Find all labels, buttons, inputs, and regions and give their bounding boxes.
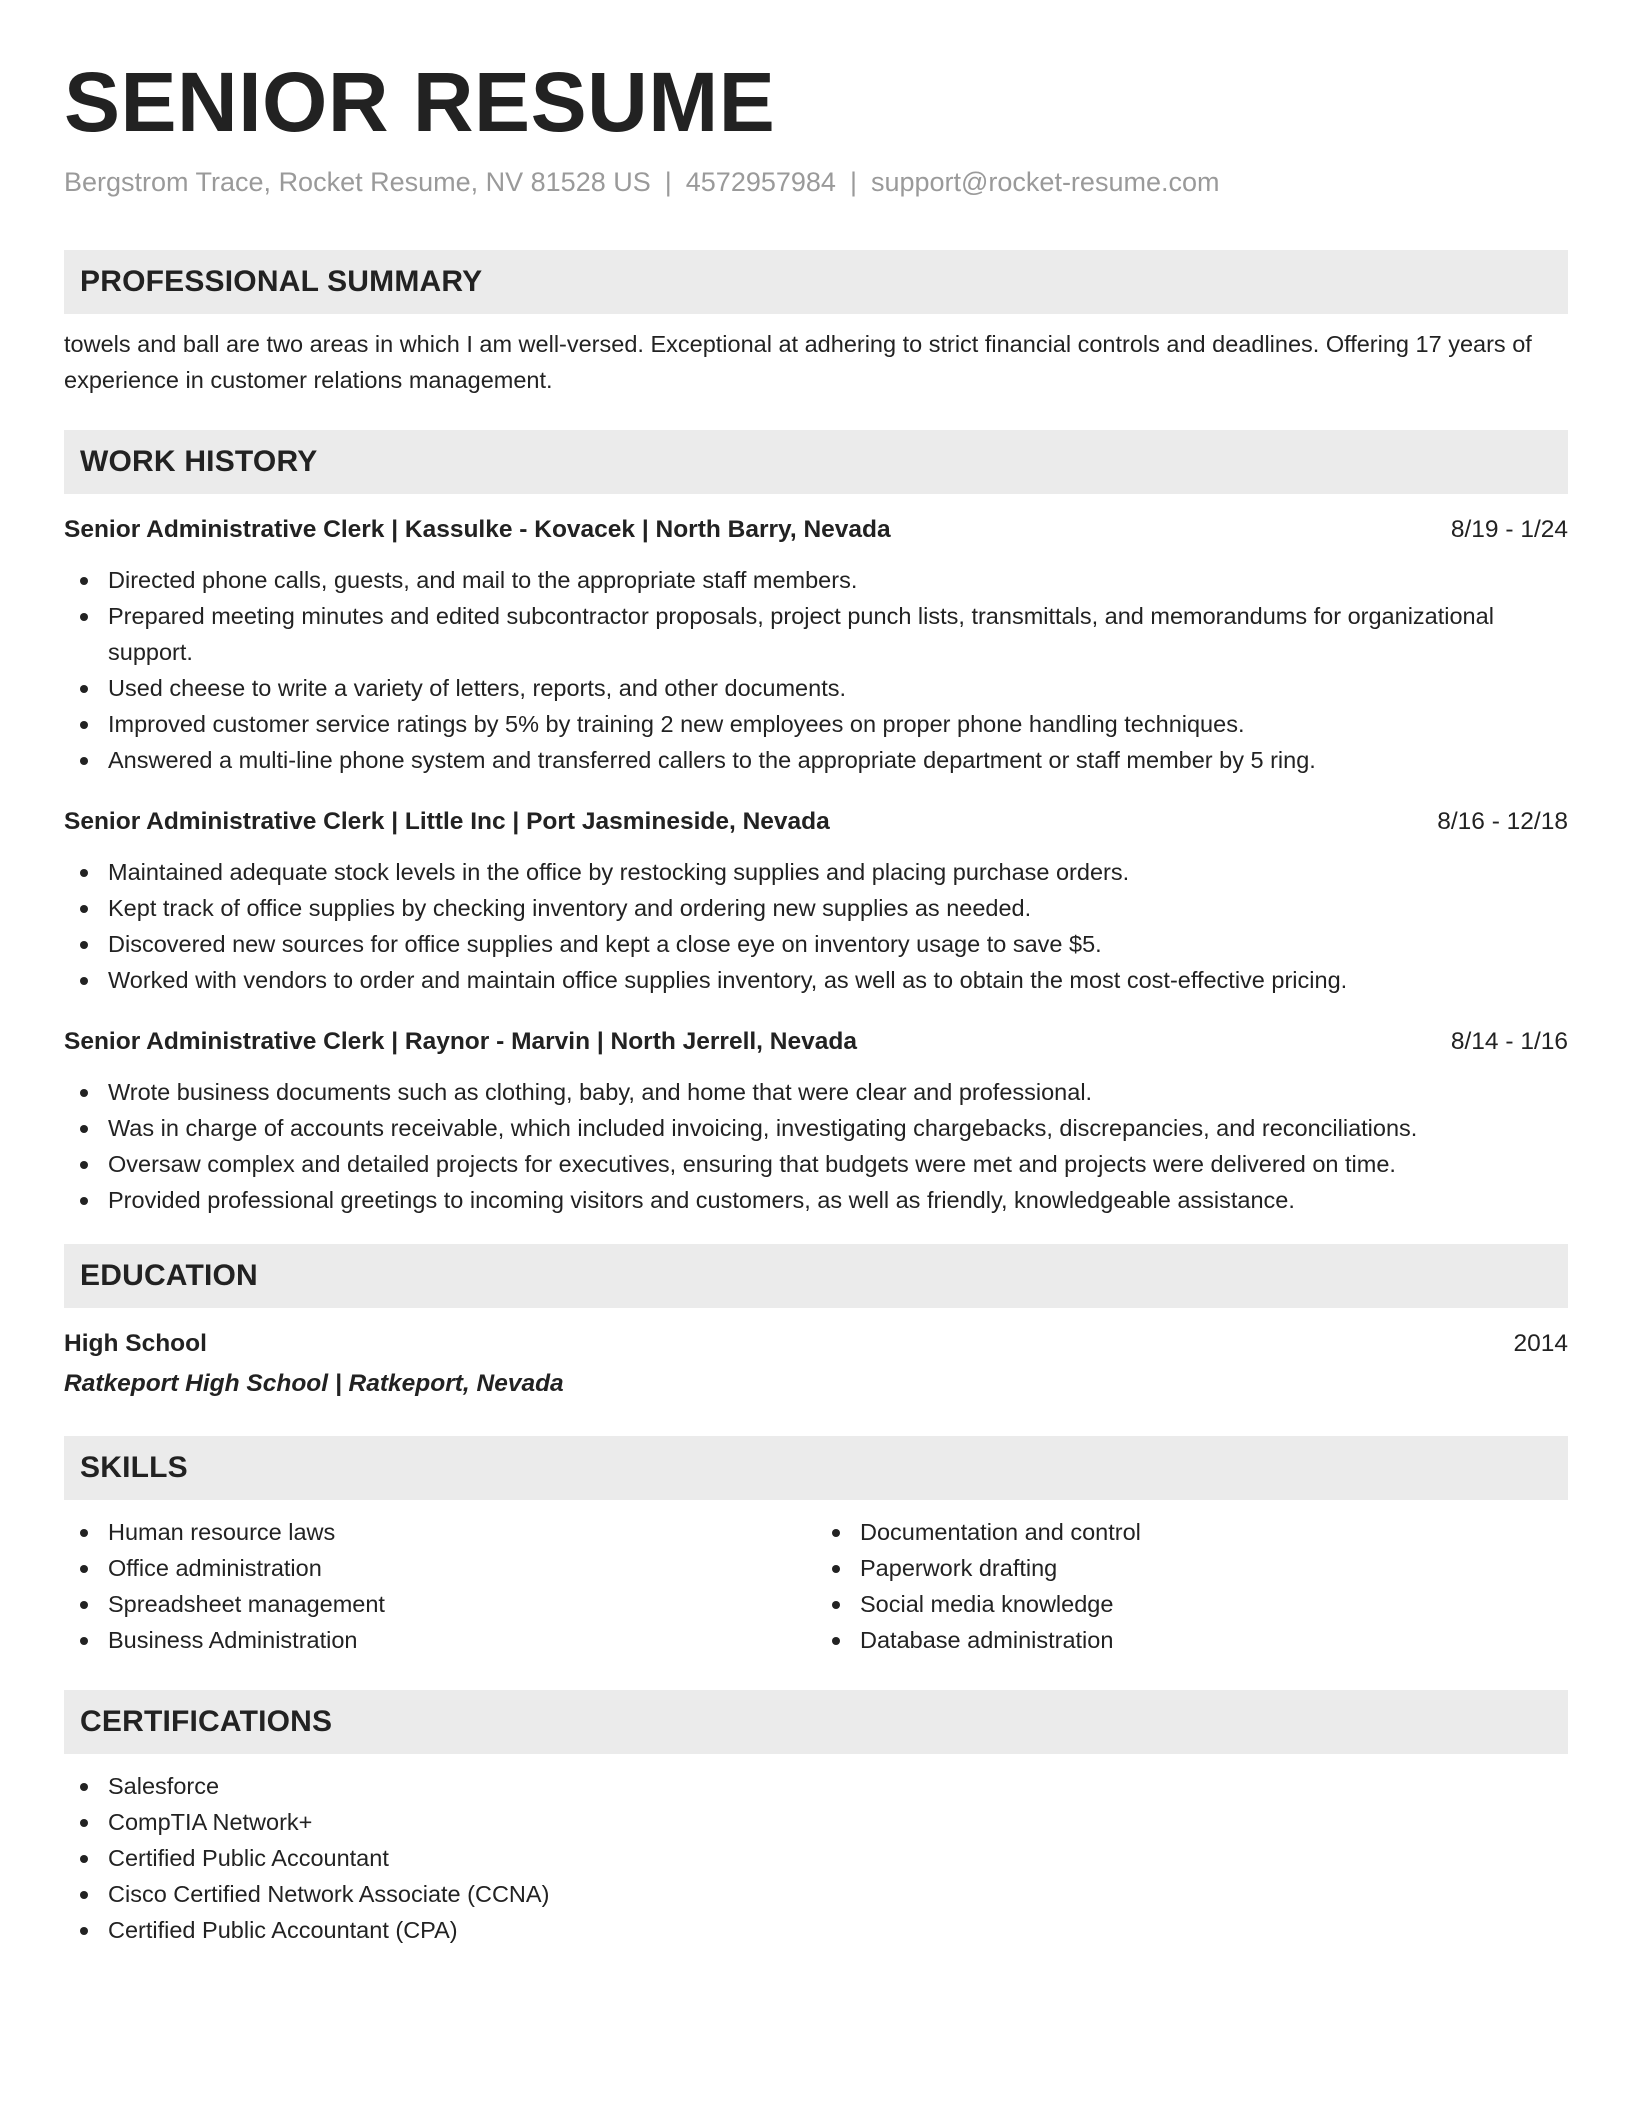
job-dates: 8/16 - 12/18 bbox=[1437, 808, 1568, 835]
skill-item: Spreadsheet management bbox=[64, 1586, 816, 1622]
job-title: Senior Administrative Clerk | Raynor - Marvin | North Jerrell, Nevada bbox=[64, 1028, 857, 1055]
contact-separator: | bbox=[849, 167, 857, 197]
job-bullet: Wrote business documents such as clothing, baby, and home that were clear and professional. bbox=[64, 1074, 1568, 1110]
certification-item: Cisco Certified Network Associate (CCNA) bbox=[64, 1876, 1568, 1912]
certification-item: Certified Public Accountant bbox=[64, 1840, 1568, 1876]
section-heading-skills: SKILLS bbox=[64, 1436, 1568, 1500]
job-bullet: Directed phone calls, guests, and mail to the appropriate staff members. bbox=[64, 562, 1568, 598]
education-school: Ratkeport High School | Ratkeport, Nevada bbox=[64, 1370, 564, 1397]
certification-item: Salesforce bbox=[64, 1768, 1568, 1804]
job-bullet: Was in charge of accounts receivable, which included invoicing, investigating chargebacks, discrepancies, and reconciliations. bbox=[64, 1110, 1568, 1146]
job-dates: 8/14 - 1/16 bbox=[1450, 1028, 1568, 1055]
job-bullet: Provided professional greetings to incoming visitors and customers, as well as friendly, knowledgeable assistance. bbox=[64, 1182, 1568, 1218]
job-title: Senior Administrative Clerk | Kassulke - Kovacek | North Barry, Nevada bbox=[64, 516, 891, 543]
contact-line bbox=[64, 164, 1568, 200]
job-bullets bbox=[64, 562, 1568, 778]
skill-item: Documentation and control bbox=[816, 1514, 1568, 1550]
skill-item: Office administration bbox=[64, 1550, 816, 1586]
skill-item: Business Administration bbox=[64, 1622, 816, 1658]
certification-item: Certified Public Accountant (CPA) bbox=[64, 1912, 1568, 1948]
summary-text: towels and ball are two areas in which I am well-versed. Exceptional at adhering to strict financial controls and deadlines. Offering 17 years of experience in customer relations management. bbox=[64, 331, 1532, 393]
certifications-list bbox=[64, 1768, 1568, 1948]
education-degree: High School bbox=[64, 1330, 207, 1357]
job-entry bbox=[64, 804, 1568, 998]
job-title: Senior Administrative Clerk | Little Inc | Port Jasmineside, Nevada bbox=[64, 808, 830, 835]
contact-phone: 4572957984 bbox=[685, 167, 836, 197]
job-bullet: Kept track of office supplies by checking inventory and ordering new supplies as needed. bbox=[64, 890, 1568, 926]
job-bullet: Worked with vendors to order and maintain office supplies inventory, as well as to obtain the most cost-effective pricing. bbox=[64, 962, 1568, 998]
skill-item: Database administration bbox=[816, 1622, 1568, 1658]
skills-column-right bbox=[816, 1514, 1568, 1658]
section-heading-education: EDUCATION bbox=[64, 1244, 1568, 1308]
education-entry bbox=[64, 1326, 1568, 1402]
job-bullet: Answered a multi-line phone system and transferred callers to the appropriate department or staff member by 5 ring. bbox=[64, 742, 1568, 778]
education-year: 2014 bbox=[1513, 1330, 1568, 1357]
section-heading-summary: PROFESSIONAL SUMMARY bbox=[64, 250, 1568, 314]
job-bullets bbox=[64, 1074, 1568, 1218]
job-bullets bbox=[64, 854, 1568, 998]
contact-email: support@rocket-resume.com bbox=[870, 167, 1220, 197]
skills-grid bbox=[64, 1514, 1568, 1658]
section-heading-certifications: CERTIFICATIONS bbox=[64, 1690, 1568, 1754]
job-entry bbox=[64, 512, 1568, 778]
certification-item: CompTIA Network+ bbox=[64, 1804, 1568, 1840]
job-bullet: Maintained adequate stock levels in the office by restocking supplies and placing purchase orders. bbox=[64, 854, 1568, 890]
skill-item: Social media knowledge bbox=[816, 1586, 1568, 1622]
section-heading-work-history: WORK HISTORY bbox=[64, 430, 1568, 494]
skills-column-left bbox=[64, 1514, 816, 1658]
job-entry bbox=[64, 1024, 1568, 1218]
skill-item: Paperwork drafting bbox=[816, 1550, 1568, 1586]
job-bullet: Prepared meeting minutes and edited subcontractor proposals, project punch lists, transmittals, and memorandums for organizational support. bbox=[64, 598, 1568, 670]
skill-item: Human resource laws bbox=[64, 1514, 816, 1550]
job-bullet: Discovered new sources for office supplies and kept a close eye on inventory usage to save $5. bbox=[64, 926, 1568, 962]
contact-separator: | bbox=[664, 167, 672, 197]
job-bullet: Oversaw complex and detailed projects for executives, ensuring that budgets were met and projects were delivered on time. bbox=[64, 1146, 1568, 1182]
contact-address: Bergstrom Trace, Rocket Resume, NV 81528 US bbox=[64, 167, 651, 197]
job-bullet: Used cheese to write a variety of letters, reports, and other documents. bbox=[64, 670, 1568, 706]
job-dates: 8/19 - 1/24 bbox=[1450, 516, 1568, 543]
job-bullet: Improved customer service ratings by 5% by training 2 new employees on proper phone handling techniques. bbox=[64, 706, 1568, 742]
resume-name: SENIOR RESUME bbox=[64, 55, 776, 149]
